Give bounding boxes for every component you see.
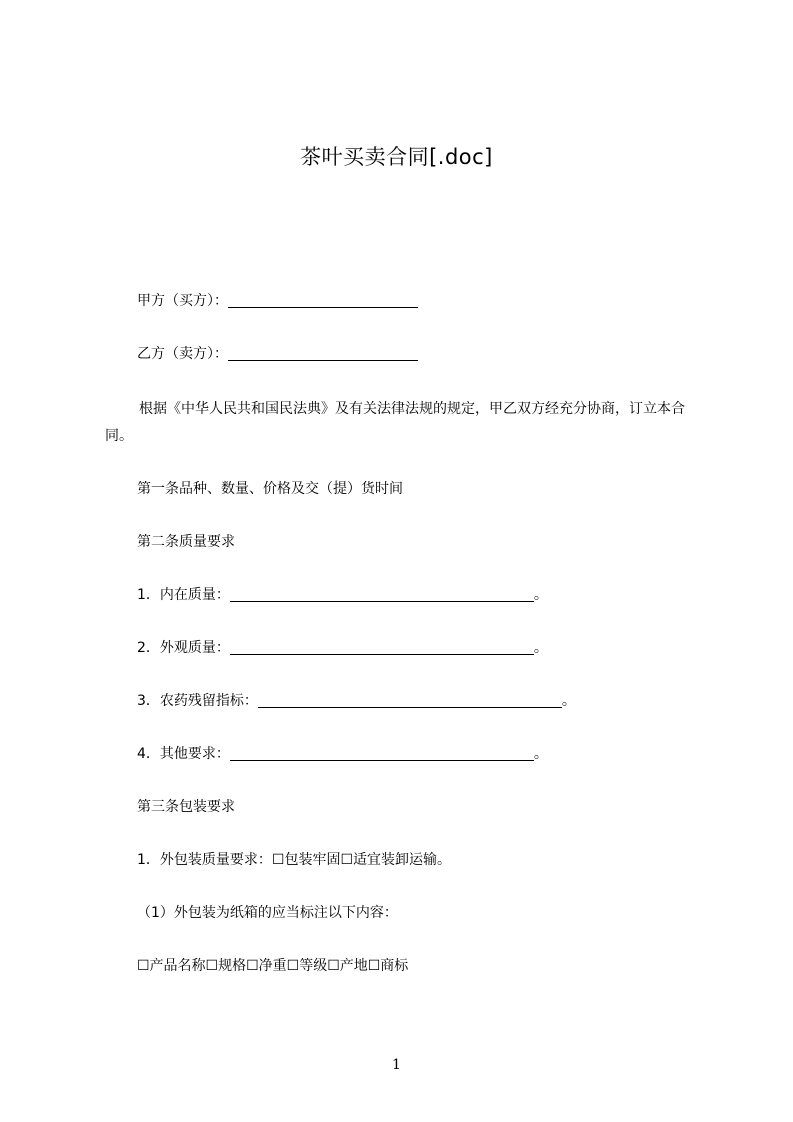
quality-item-blank — [230, 744, 534, 761]
quality-item-label: 4．其他要求： — [137, 746, 230, 762]
quality-item-blank — [230, 585, 534, 602]
article-3-heading: 第三条包装要求 — [137, 799, 235, 815]
party-b-line — [137, 343, 418, 365]
quality-item-label: 2．外观质量： — [137, 640, 230, 656]
packaging-item-1: 1．外包装质量要求：☐包装牢固☐适宜装卸运输。 — [137, 852, 452, 868]
document-title: 茶叶买卖合同[.doc] — [300, 145, 493, 169]
packaging-item-1-sub: （1）外包装为纸箱的应当标注以下内容： — [137, 905, 398, 921]
party-b-label: 乙方（卖方）： — [137, 346, 228, 362]
quality-item-blank — [258, 691, 562, 708]
party-a-blank — [228, 291, 418, 308]
article-2-heading: 第二条质量要求 — [137, 534, 235, 550]
party-a-label: 甲方（买方）： — [137, 293, 228, 309]
article-1-heading: 第一条品种、数量、价格及交（提）货时间 — [137, 481, 403, 497]
quality-item-label: 3．农药残留指标： — [137, 693, 258, 709]
party-b-blank — [228, 344, 418, 361]
quality-item-other — [137, 743, 548, 765]
quality-item-end: 。 — [533, 587, 548, 603]
quality-item-end: 。 — [561, 693, 576, 709]
quality-item-internal — [137, 584, 548, 606]
quality-item-end: 。 — [533, 640, 548, 656]
preamble-paragraph: 根据《中华人民共和国民法典》及有关法律法规的规定，甲乙双方经充分协商，订立本合同。 — [105, 401, 685, 444]
page-number: 1 — [392, 1057, 401, 1073]
packaging-label-list: ☐产品名称☐规格☐净重☐等级☐产地☐商标 — [137, 958, 409, 974]
quality-item-blank — [230, 638, 534, 655]
quality-item-label: 1．内在质量： — [137, 587, 230, 603]
quality-item-appearance — [137, 637, 548, 659]
quality-item-end: 。 — [533, 746, 548, 762]
party-a-line — [137, 290, 418, 312]
quality-item-pesticide — [137, 690, 576, 712]
